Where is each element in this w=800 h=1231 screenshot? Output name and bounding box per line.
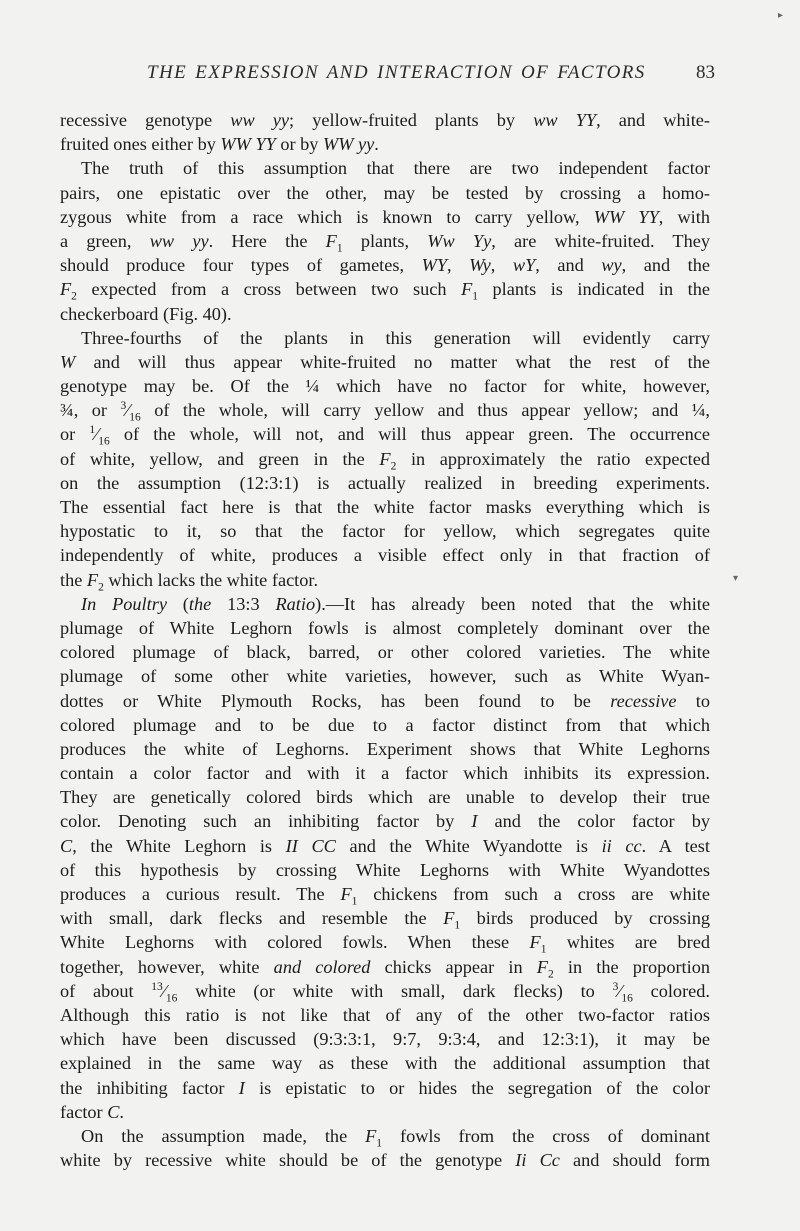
text-line: ¾, or $^3⁄_{16}$ of the whole, will carry yellow and thus appear yellow; and ¼, — [60, 400, 710, 424]
page-header — [0, 60, 800, 90]
text-line: Although this ratio is not like that of any of the other two-factor ratios — [60, 1004, 710, 1025]
text-line: hypostatic to it, so that the factor for yellow, which segregates quite — [60, 521, 710, 542]
text-line: checkerboard (Fig. 40). — [60, 303, 232, 324]
text-line: with small, dark flecks and resemble the $F_1$ birds produced by crossing — [60, 908, 710, 932]
text-line: The essential fact here is that the white factor masks everything which is — [60, 497, 710, 517]
text-line: The truth of this assumption that there are two independent factor — [81, 158, 710, 179]
text-line: of white, yellow, and green in the $F_2$ in approximately the ratio expected — [60, 448, 710, 473]
running-head: THE EXPRESSION AND INTERACTION OF FACTORS — [147, 62, 646, 83]
text-line: pairs, one epistatic over the other, may be tested by crossing a homo- — [60, 182, 710, 203]
text-line: zygous white from a race which is known to carry yellow, WW YY, with — [60, 206, 710, 227]
text-line: color. Denoting such an inhibiting factor by I and the color factor by — [60, 811, 710, 832]
text-line: $F_2$ expected from a cross between two such $F_1$ plants is indicated in the — [60, 279, 710, 303]
body-text — [60, 108, 710, 1172]
text-line: plumage of some other white varieties, however, such as White Wyan- — [60, 666, 710, 687]
text-line: the inhibiting factor I is epistatic to or hides the segregation of the color — [60, 1077, 710, 1098]
text-line: dottes or White Plymouth Rocks, has been found to be recessive to — [60, 690, 710, 711]
text-line: should produce four types of gametes, WY, Wy, wY, and wy, and the — [60, 255, 710, 276]
text-line: of this hypothesis by crossing White Leghorns with White Wyandottes — [60, 859, 710, 880]
text-line: factor C. — [60, 1101, 124, 1122]
text-line: They are genetically colored birds which are unable to develop their true — [60, 787, 710, 808]
text-line: Three-fourths of the plants in this generation will evidently carry — [81, 327, 710, 348]
margin-speck: ▸ — [778, 10, 784, 21]
text-line: C, the White Leghorn is II CC and the White Wyandotte is ii cc. A test — [60, 835, 710, 856]
text-line: genotype may be. Of the ¼ which have no factor for white, however, — [60, 376, 710, 397]
text-line: colored plumage and to be due to a factor distinct from that which — [60, 714, 710, 735]
text-line: W and will thus appear white-fruited no matter what the rest of the — [60, 351, 710, 372]
text-line: fruited ones either by WW YY or by WW yy. — [60, 134, 379, 155]
text-line: of about $^{13}⁄_{16}$ white (or white with small, dark flecks) to $^3⁄_{16}$ colored. — [60, 980, 710, 1005]
text-line: produces the white of Leghorns. Experiment shows that White Leghorns — [60, 738, 710, 759]
text-line: together, however, white and colored chicks appear in $F_2$ in the proportion — [60, 956, 710, 981]
text-line: on the assumption (12:3:1) is actually realized in breeding experiments. — [60, 472, 710, 493]
text-line: or $^1⁄_{16}$ of the whole, will not, and will thus appear green. The occurrence — [60, 424, 710, 449]
text-line: explained in the same way as these with the additional assumption that — [60, 1053, 710, 1074]
text-line: independently of white, produces a visible effect only in that fraction of — [60, 545, 710, 566]
text-line: a green, ww yy. Here the $F_1$ plants, Ww Yy, are white-fruited. They — [60, 230, 710, 255]
text-line: On the assumption made, the $F_1$ fowls from the cross of dominant — [81, 1125, 710, 1150]
page-number: 83 — [696, 62, 715, 83]
text-line: white by recessive white should be of the genotype Ii Cc and should form — [60, 1150, 710, 1171]
text-line: the $F_2$ which lacks the white factor. — [60, 569, 319, 594]
text-line: plumage of White Leghorn fowls is almost completely dominant over the — [60, 617, 710, 638]
text-line: contain a color factor and with it a factor which inhibits its expression. — [60, 763, 710, 784]
text-line: White Leghorns with colored fowls. When these $F_1$ whites are bred — [60, 932, 710, 957]
text-line: In Poultry (the 13:3 Ratio).—It has already been noted that the white — [81, 593, 710, 614]
text-line: colored plumage of black, barred, or other colored varieties. The white — [60, 642, 710, 663]
margin-speck: ▾ — [733, 573, 739, 584]
text-line: which have been discussed (9:3:3:1, 9:7, 9:3:4, and 12:3:1), it may be — [60, 1029, 710, 1050]
text-line: recessive genotype ww yy; yellow-fruited plants by ww YY, and white- — [60, 110, 711, 130]
text-line: produces a curious result. The $F_1$ chickens from such a cross are white — [60, 884, 710, 908]
